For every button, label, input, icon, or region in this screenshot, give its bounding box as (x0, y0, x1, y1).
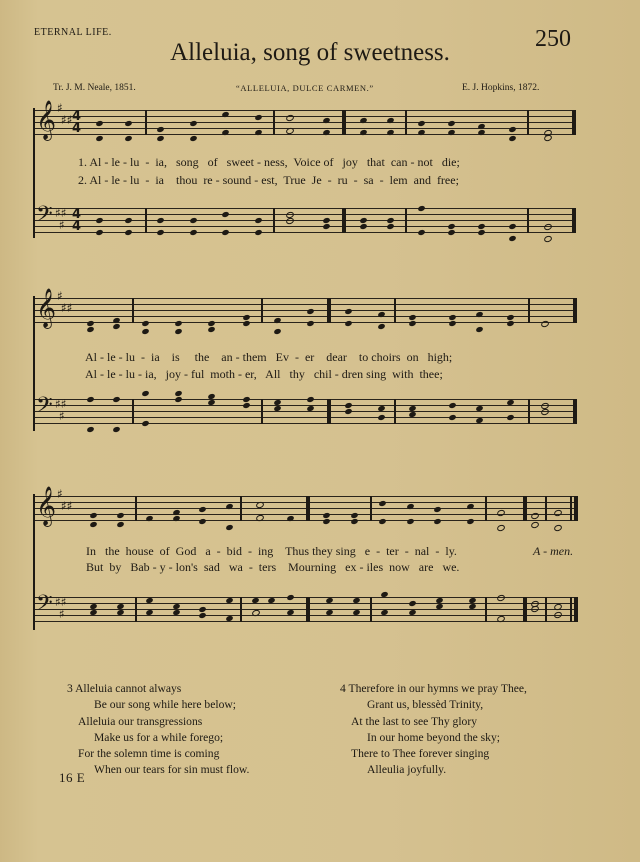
lyrics-verse-2: 2. Al - le - lu - ia thou re - sound - est, True Je - ru - sa - lem and free; (78, 173, 459, 187)
verse-line: Alleluia our transgressions (78, 714, 203, 728)
barline (132, 298, 134, 323)
barline (145, 110, 147, 135)
verse-line: Make us for a while forego; (94, 730, 224, 744)
key-signature-sharps: ♯ ♯♯ (57, 289, 73, 315)
bass-clef-icon: 𝄢 (36, 202, 53, 232)
barline (573, 298, 577, 323)
music-system-2 (33, 288, 578, 431)
barline (342, 208, 346, 233)
section-heading: ETERNAL LIFE. (34, 27, 112, 38)
translator-credit: Tr. J. M. Neale, 1851. (53, 83, 136, 93)
verse-line: In our home beyond the sky; (367, 730, 500, 744)
music-system-3 (33, 486, 578, 630)
barline (240, 496, 242, 521)
treble-staff (35, 110, 576, 136)
music-system-1 (33, 100, 578, 238)
barline (135, 597, 137, 622)
barline (485, 496, 487, 521)
key-signature-sharps: ♯ ♯♯ (57, 487, 73, 513)
barline (135, 496, 137, 521)
barline (485, 597, 487, 622)
barline (394, 298, 396, 323)
lyrics-verse-2: Al - le - lu - ia, joy - ful moth - er, All thy chil - dren sing with thee; (85, 367, 443, 381)
barline (405, 208, 407, 233)
barline (132, 399, 134, 424)
verse-line: Alleulia joyfully. (367, 763, 447, 777)
composer-credit: E. J. Hopkins, 1872. (462, 83, 540, 93)
verse-line: For the solemn time is coming (78, 747, 220, 761)
barline (261, 298, 263, 323)
bass-clef-icon: 𝄢 (36, 393, 53, 423)
key-signature-sharps: ♯♯ ♯ (55, 206, 67, 232)
barline (570, 496, 572, 521)
time-signature: 4 4 (72, 207, 82, 234)
barline (342, 110, 346, 135)
barline (527, 110, 529, 135)
lyrics-verse-1: In the house of God a - bid - ing Thus they sing e - ter - nal - ly. (86, 544, 457, 558)
verse-number: 4 (340, 682, 346, 695)
barline (528, 298, 530, 323)
lyrics-verse-1: Al - le - lu - ia is the an - them Ev - er dear to choirs on high; (85, 350, 453, 364)
verse-line: Alleluia cannot always (75, 682, 182, 695)
verse-line: Therefore in our hymns we pray Thee, (348, 682, 527, 695)
treble-clef-icon: 𝄞 (36, 288, 57, 328)
verse-line: Grant us, blessèd Trinity, (367, 698, 484, 712)
barline (574, 496, 578, 521)
barline (523, 496, 527, 521)
barline (545, 496, 547, 521)
barline (570, 597, 572, 622)
barline (327, 399, 331, 424)
lyrics-verse-1: 1. Al - le - lu - ia, song of sweet - ness, Voice of joy that can - not die; (78, 155, 460, 169)
barline (405, 110, 407, 135)
key-signature-sharps: ♯♯ ♯ (55, 595, 67, 621)
verse-line: There to Thee forever singing (351, 747, 490, 761)
lyrics-verse-2: But by Bab - y - lon's sad wa - ters Mourning ex - iles now are we. (86, 560, 460, 574)
barline (240, 597, 242, 622)
key-signature-sharps: ♯ ♯♯ (57, 101, 73, 127)
barline (370, 597, 372, 622)
verse-line: At the last to see Thy glory (351, 714, 478, 728)
barline (273, 110, 275, 135)
barline (573, 399, 577, 424)
barline (523, 597, 527, 622)
barline (370, 496, 372, 521)
hymn-number: 250 (535, 26, 571, 52)
barline (572, 110, 576, 135)
bass-staff (35, 208, 576, 234)
barline (327, 298, 331, 323)
barline (261, 399, 263, 424)
time-signature: 4 4 (72, 109, 82, 136)
verse-3 (67, 681, 249, 779)
barline (574, 597, 578, 622)
barline (306, 597, 310, 622)
amen-lyric: A - men. (533, 544, 574, 558)
treble-clef-icon: 𝄞 (36, 100, 57, 140)
tune-name: “ALLELUIA, DULCE CARMEN.” (236, 83, 374, 93)
bass-clef-icon: 𝄢 (36, 591, 53, 621)
barline (572, 208, 576, 233)
treble-clef-icon: 𝄞 (36, 486, 57, 526)
barline (545, 597, 547, 622)
barline (528, 399, 530, 424)
hymn-title: Alleluia, song of sweetness. (170, 39, 450, 66)
barline (273, 208, 275, 233)
barline (145, 208, 147, 233)
key-signature-sharps: ♯♯ ♯ (55, 397, 67, 423)
barline (306, 496, 310, 521)
barline (394, 399, 396, 424)
verse-4 (340, 681, 527, 779)
verse-number: 3 (67, 682, 73, 695)
barline (527, 208, 529, 233)
bass-staff (35, 399, 576, 425)
verse-line: Be our song while here below; (94, 698, 236, 712)
verse-line: When our tears for sin must flow. (94, 763, 250, 777)
printer-signature-mark: 16 E (59, 770, 86, 785)
